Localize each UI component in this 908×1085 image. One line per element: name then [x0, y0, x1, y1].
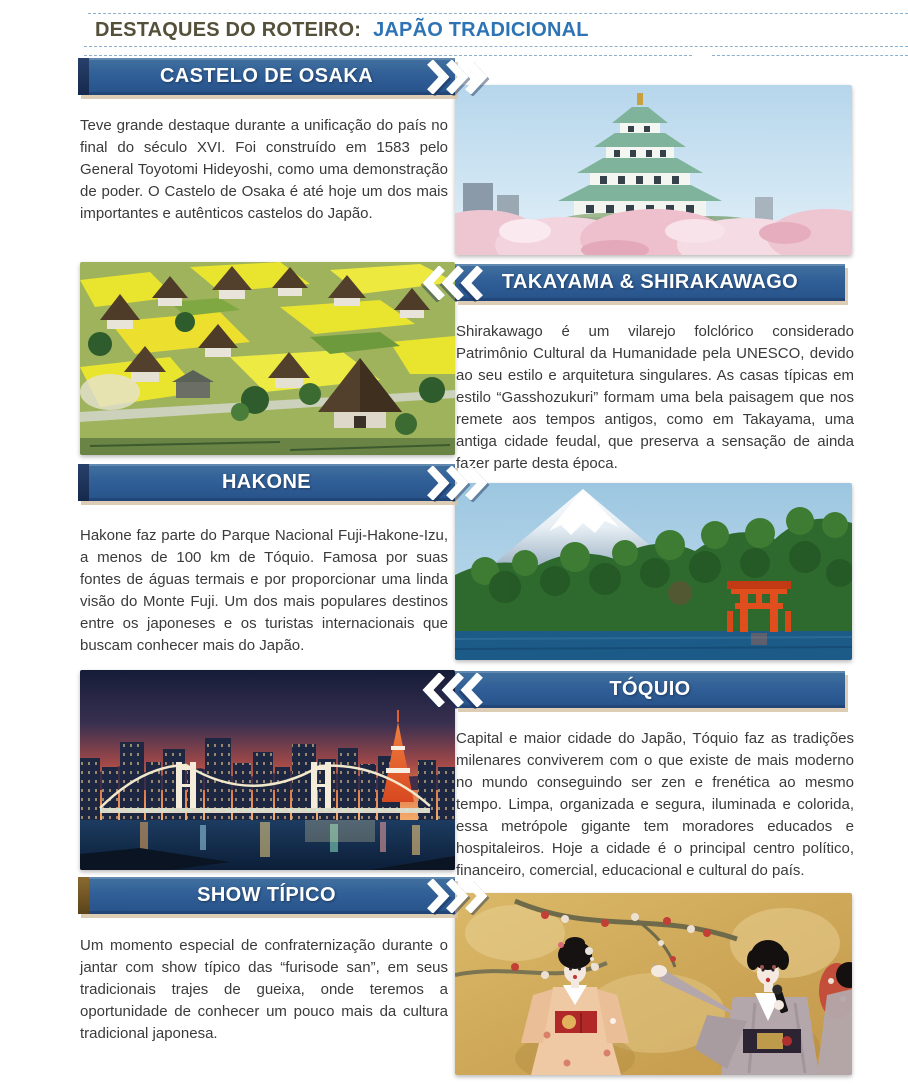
page-title-label: DESTAQUES DO ROTEIRO: [95, 19, 362, 41]
chevrons-left-icon [421, 673, 485, 707]
photo-osaka-castle [455, 85, 852, 255]
chevrons-right-icon [425, 60, 489, 94]
banner-title: CASTELO DE OSAKA [159, 65, 374, 87]
photo-hakone-fuji-torii [455, 483, 852, 660]
section-banner-castelo-de-osaka [78, 58, 455, 95]
photo-shirakawago-village [80, 262, 455, 455]
dashed-divider-segment-left [84, 55, 692, 56]
banner-title: SHOW TÍPICO [197, 884, 336, 906]
banner-title: TAKAYAMA & SHIRAKAWAGO [501, 271, 799, 293]
photo-tokyo-skyline [80, 670, 455, 870]
chevrons-right-icon [425, 466, 489, 500]
section-banner-takayama-shirakawago [455, 264, 845, 301]
banner-title: TÓQUIO [609, 678, 691, 700]
section-text-takayama-shirakawago: Shirakawago é um vilarejo folclórico considerado Patrimônio Cultural da Humanidade pela UNESCO, devido ao seu estilo e arquitetura singulares. As casas típicas em estilo “Gasshozukuri” formam uma bela paisagem que nos remete aos tempos antigos, como em Takayama, uma antiga cidade feudal, que preserva a sensação de ainda fazer parte desta época. [456, 323, 854, 473]
section-text-show-tipico: Um momento especial de confraternização durante o jantar com show típico das “furisode san”, em seus tradicionais trajes de gueixa, onde teremos a oportunidade de conhecer um pouco mais da cultura tradicional japonesa. [80, 937, 448, 1043]
chevrons-right-icon [425, 879, 489, 913]
chevrons-left-icon [421, 266, 485, 300]
section-text-hakone: Hakone faz parte do Parque Nacional Fuji-Hakone-Izu, a menos de 100 km de Tóquio. Famosa por suas fontes de águas termais e por proporcionar uma linda visão do Monte Fuji. Um dos mais populares destinos entre os japoneses e os turistas internacionais que buscam conhecer mais do Japão. [80, 527, 448, 655]
dashed-divider-under-title [84, 46, 908, 47]
banner-cap [78, 464, 89, 501]
banner-cap [78, 58, 89, 95]
banner-cap [78, 877, 89, 914]
section-text-toquio: Capital e maior cidade do Japão, Tóquio faz as tradições milenares conviverem com o que existe de mais moderno no mundo conseguindo ser zen e frenética ao mesmo tempo. Limpa, organizada e segura, iluminada e colorida, essa metrópole gigante tem moradores educados e hospitaleiros. Hoje a cidade é o principal centro político, financeiro, comercial, educacional e cultural do país. [456, 730, 854, 880]
page-title [95, 19, 589, 42]
section-banner-hakone [78, 464, 455, 501]
section-banner-show-tipico [78, 877, 455, 914]
section-text-castelo-de-osaka: Teve grande destaque durante a unificação do país no final do século XVI. Foi construído em 1583 pelo General Toyotomi Hideyoshi, como uma demonstração de poder. O Castelo de Osaka é até hoje um dos mais importantes e autênticos castelos do Japão. [80, 117, 448, 223]
section-banner-toquio [455, 671, 845, 708]
dashed-divider-top [88, 13, 908, 14]
photo-geisha-show [455, 893, 852, 1075]
banner-title: HAKONE [221, 471, 312, 493]
dashed-divider-segment-right [712, 55, 908, 56]
page-title-destination: JAPÃO TRADICIONAL [373, 19, 589, 41]
